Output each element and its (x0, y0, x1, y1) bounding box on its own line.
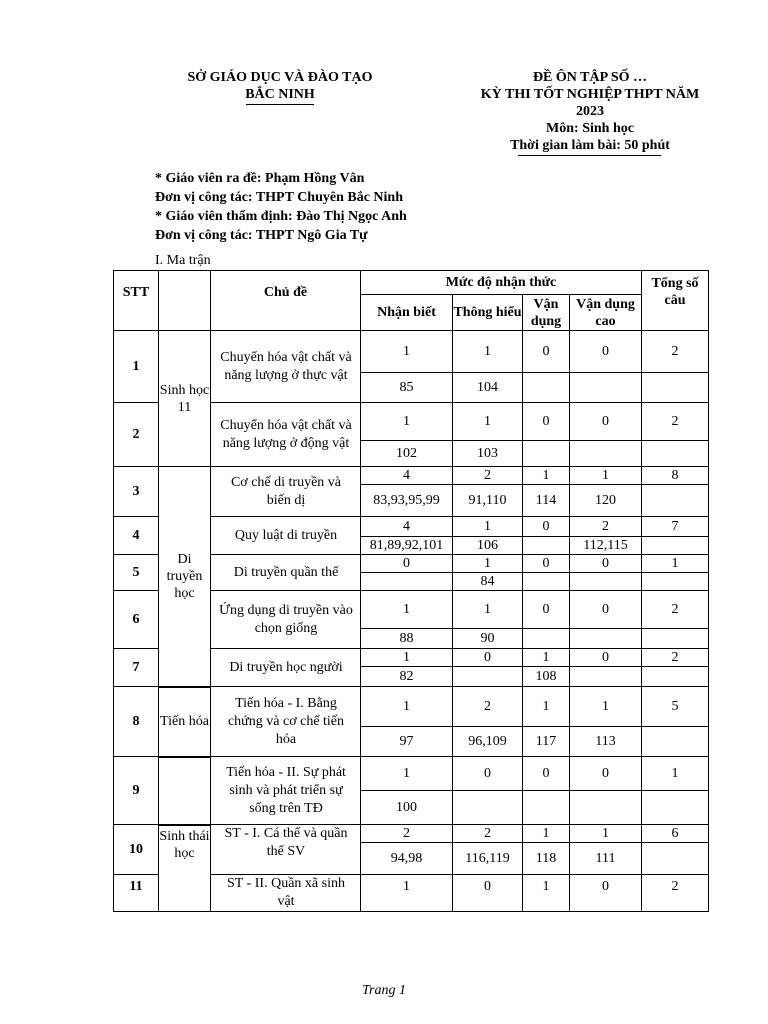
question-cell (642, 843, 709, 875)
total-cell: 1 (642, 555, 709, 573)
question-cell (523, 373, 570, 403)
header-group (159, 271, 211, 331)
group-cell: Di truyền học (159, 467, 211, 687)
question-cell: 102 (361, 441, 453, 467)
question-cell: 85 (361, 373, 453, 403)
group-cell: Sinh học 11 (159, 331, 211, 467)
org-underline (246, 104, 314, 105)
group-cell: Sinh thái học (159, 825, 211, 912)
count-cell: 0 (523, 331, 570, 373)
section-title: I. Ma trận (155, 253, 211, 268)
group-cell: Tiến hóa (159, 687, 211, 757)
count-cell: 1 (453, 517, 523, 537)
count-cell: 0 (570, 331, 642, 373)
header-levels: Mức độ nhận thức (361, 271, 642, 295)
header-level-1: Nhận biết (361, 295, 453, 331)
question-cell (642, 441, 709, 467)
total-cell: 6 (642, 825, 709, 843)
total-cell: 7 (642, 517, 709, 537)
row-stt: 11 (114, 875, 159, 912)
group-cell (159, 757, 211, 825)
count-cell: 2 (361, 825, 453, 843)
question-cell (642, 629, 709, 649)
count-cell: 1 (361, 591, 453, 629)
question-cell: 112,115 (570, 537, 642, 555)
row-topic: Chuyển hóa vật chất và năng lượng ở thực vật (211, 331, 361, 403)
question-cell (570, 573, 642, 591)
question-cell: 94,98 (361, 843, 453, 875)
header-level-4: Vận dụng cao (570, 295, 642, 331)
row-stt: 4 (114, 517, 159, 555)
question-cell: 118 (523, 843, 570, 875)
org-line1: SỞ GIÁO DỤC VÀ ĐÀO TẠO (187, 70, 373, 85)
row-stt: 7 (114, 649, 159, 687)
count-cell: 2 (453, 467, 523, 485)
count-cell: 0 (570, 875, 642, 912)
question-cell: 96,109 (453, 727, 523, 757)
question-cell (642, 373, 709, 403)
count-cell: 4 (361, 467, 453, 485)
row-topic: Quy luật di truyền (211, 517, 361, 555)
row-stt: 9 (114, 757, 159, 825)
question-cell (642, 537, 709, 555)
question-cell: 84 (453, 573, 523, 591)
total-cell: 2 (642, 875, 709, 912)
question-cell: 91,110 (453, 485, 523, 517)
exam-subject: Môn: Sinh học (546, 121, 634, 136)
author-unit-line: Đơn vị công tác: THPT Chuyên Bắc Ninh (155, 190, 403, 205)
header-topic: Chủ đề (211, 271, 361, 331)
question-cell: 116,119 (453, 843, 523, 875)
count-cell: 0 (570, 649, 642, 667)
count-cell: 1 (523, 825, 570, 843)
count-cell: 0 (523, 555, 570, 573)
exam-header (455, 69, 725, 154)
question-cell: 82 (361, 667, 453, 687)
count-cell: 2 (570, 517, 642, 537)
question-cell (642, 573, 709, 591)
row-topic: ST - I. Cá thể và quần thể SV (211, 825, 361, 875)
matrix-table (113, 270, 709, 912)
question-cell: 108 (523, 667, 570, 687)
question-cell (570, 791, 642, 825)
question-cell (523, 537, 570, 555)
count-cell: 1 (570, 467, 642, 485)
row-stt: 10 (114, 825, 159, 875)
header-level-3: Vận dụng (523, 295, 570, 331)
exam-time: Thời gian làm bài: 50 phút (510, 138, 670, 153)
count-cell: 0 (570, 757, 642, 791)
exam-title: ĐỀ ÔN TẬP SỐ … (532, 70, 648, 85)
count-cell: 0 (453, 649, 523, 667)
row-topic: Tiến hóa - II. Sự phát sinh và phát triển sự sống trên TĐ (211, 757, 361, 825)
count-cell: 1 (453, 555, 523, 573)
count-cell: 0 (523, 591, 570, 629)
count-cell: 1 (523, 467, 570, 485)
question-cell: 103 (453, 441, 523, 467)
total-cell: 8 (642, 467, 709, 485)
count-cell: 1 (361, 649, 453, 667)
count-cell: 1 (361, 757, 453, 791)
total-cell: 2 (642, 591, 709, 629)
count-cell: 1 (361, 875, 453, 912)
question-cell: 88 (361, 629, 453, 649)
count-cell: 1 (523, 649, 570, 667)
count-cell: 0 (523, 757, 570, 791)
question-cell (642, 727, 709, 757)
question-cell: 111 (570, 843, 642, 875)
row-topic: Di truyền học người (211, 649, 361, 687)
row-stt: 5 (114, 555, 159, 591)
count-cell: 1 (361, 687, 453, 727)
row-topic: Ứng dụng di truyền vào chọn giống (211, 591, 361, 649)
total-cell: 2 (642, 331, 709, 373)
row-stt: 6 (114, 591, 159, 649)
row-topic: Tiến hóa - I. Bằng chứng và cơ chế tiến hóa (211, 687, 361, 757)
question-cell: 120 (570, 485, 642, 517)
row-topic: ST - II. Quần xã sinh vật (211, 875, 361, 912)
author-line: * Giáo viên ra đề: Phạm Hồng Vân (155, 171, 365, 186)
row-topic: Chuyển hóa vật chất và năng lượng ở động vật (211, 403, 361, 467)
count-cell: 0 (453, 757, 523, 791)
exam-underline (518, 155, 661, 156)
count-cell: 0 (523, 517, 570, 537)
count-cell: 0 (523, 403, 570, 441)
question-cell (570, 629, 642, 649)
count-cell: 0 (453, 875, 523, 912)
question-cell: 113 (570, 727, 642, 757)
count-cell: 0 (570, 403, 642, 441)
question-cell (570, 667, 642, 687)
question-cell (570, 373, 642, 403)
page-number: Trang 1 (362, 983, 406, 998)
row-topic: Di truyền quần thể (211, 555, 361, 591)
total-cell: 5 (642, 687, 709, 727)
total-cell: 1 (642, 757, 709, 791)
count-cell: 1 (453, 403, 523, 441)
question-cell (642, 485, 709, 517)
row-stt: 1 (114, 331, 159, 403)
count-cell: 1 (361, 403, 453, 441)
count-cell: 0 (361, 555, 453, 573)
question-cell: 114 (523, 485, 570, 517)
question-cell: 81,89,92,101 (361, 537, 453, 555)
count-cell: 0 (570, 591, 642, 629)
count-cell: 1 (453, 331, 523, 373)
header-stt: STT (114, 271, 159, 331)
question-cell (453, 667, 523, 687)
count-cell: 1 (361, 331, 453, 373)
exam-name: KỲ THI TỐT NGHIỆP THPT NĂM (480, 87, 700, 102)
count-cell: 4 (361, 517, 453, 537)
header-total: Tổng số câu (642, 271, 709, 331)
question-cell: 104 (453, 373, 523, 403)
question-cell: 106 (453, 537, 523, 555)
question-cell (453, 791, 523, 825)
question-cell (523, 441, 570, 467)
row-topic: Cơ chế di truyền và biến dị (211, 467, 361, 517)
org-header (150, 69, 410, 103)
question-cell (642, 667, 709, 687)
row-stt: 8 (114, 687, 159, 757)
count-cell: 1 (523, 875, 570, 912)
total-cell: 2 (642, 649, 709, 667)
question-cell: 83,93,95,99 (361, 485, 453, 517)
question-cell: 117 (523, 727, 570, 757)
question-cell: 97 (361, 727, 453, 757)
reviewer-unit-line: Đơn vị công tác: THPT Ngô Gia Tự (155, 228, 368, 243)
question-cell (361, 573, 453, 591)
exam-year: 2023 (576, 104, 604, 119)
question-cell (523, 573, 570, 591)
row-stt: 3 (114, 467, 159, 517)
total-cell: 2 (642, 403, 709, 441)
count-cell: 2 (453, 687, 523, 727)
question-cell (523, 629, 570, 649)
row-stt: 2 (114, 403, 159, 467)
reviewer-line: * Giáo viên thẩm định: Đào Thị Ngọc Anh (155, 209, 407, 224)
count-cell: 1 (570, 825, 642, 843)
count-cell: 2 (453, 825, 523, 843)
count-cell: 1 (453, 591, 523, 629)
question-cell (570, 441, 642, 467)
count-cell: 1 (523, 687, 570, 727)
org-line2: BẮC NINH (245, 87, 315, 102)
question-cell: 90 (453, 629, 523, 649)
count-cell: 1 (570, 687, 642, 727)
question-cell (523, 791, 570, 825)
author-info (155, 169, 407, 245)
header-level-2: Thông hiểu (453, 295, 523, 331)
question-cell: 100 (361, 791, 453, 825)
count-cell: 0 (570, 555, 642, 573)
question-cell (642, 791, 709, 825)
